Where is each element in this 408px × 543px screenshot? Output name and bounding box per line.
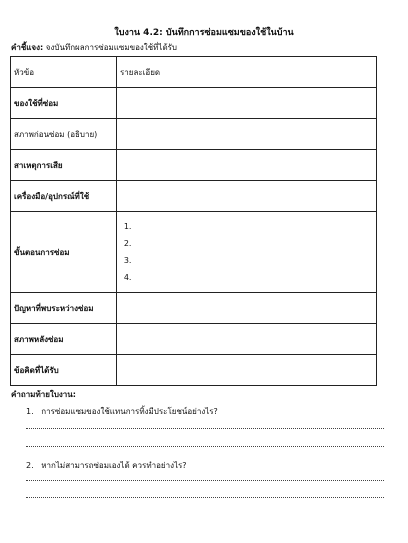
instruction-label: คำชี้แจง:	[11, 43, 44, 52]
row-label-condition-before: สภาพก่อนซ่อม (อธิบาย)	[11, 119, 117, 150]
header-topic: หัวข้อ	[11, 57, 117, 88]
answer-line[interactable]	[26, 446, 384, 447]
row-label-problems: ปัญหาที่พบระหว่างซ่อม	[11, 293, 117, 324]
row-value-steps	[117, 212, 377, 293]
header-detail: รายละเอียด	[117, 57, 377, 88]
questions-heading: คำถามท้ายใบงาน:	[11, 390, 76, 399]
row-label-cause: สาเหตุการเสีย	[11, 150, 117, 181]
table-row	[11, 324, 377, 355]
question-number: 2.	[26, 461, 34, 470]
row-label-condition-after: สภาพหลังซ่อม	[11, 324, 117, 355]
question-number: 1.	[26, 407, 34, 416]
row-value-condition-before[interactable]	[117, 119, 377, 150]
row-value-cause[interactable]	[117, 150, 377, 181]
step-item[interactable]	[134, 269, 373, 286]
question-text: หากไม่สามารถซ่อมเองได้ ควรทำอย่างไร?	[41, 461, 187, 470]
row-value-problems[interactable]	[117, 293, 377, 324]
table-row	[11, 181, 377, 212]
repair-record-table	[10, 56, 377, 386]
row-value-condition-after[interactable]	[117, 324, 377, 355]
question-text: การซ่อมแซมของใช้แทนการทิ้งมีประโยชน์อย่างไร?	[41, 407, 218, 416]
row-label-lessons: ข้อคิดที่ได้รับ	[11, 355, 117, 386]
instruction-text: จงบันทึกผลการซ่อมแซมของใช้ที่ได้รับ	[43, 43, 178, 52]
row-value-lessons[interactable]	[117, 355, 377, 386]
step-item[interactable]	[134, 252, 373, 269]
answer-line[interactable]	[26, 497, 384, 498]
row-label-item-repaired: ของใช้ที่ซ่อม	[11, 88, 117, 119]
table-row	[11, 150, 377, 181]
step-item[interactable]	[134, 235, 373, 252]
table-row	[11, 119, 377, 150]
table-row	[11, 293, 377, 324]
instruction	[11, 41, 177, 54]
table-header-row	[11, 57, 377, 88]
row-label-tools: เครื่องมือ/อุปกรณ์ที่ใช้	[11, 181, 117, 212]
question-1	[26, 405, 218, 418]
row-value-item-repaired[interactable]	[117, 88, 377, 119]
table-row	[11, 212, 377, 293]
answer-line[interactable]	[26, 428, 384, 429]
table-row	[11, 88, 377, 119]
answer-line[interactable]	[26, 480, 384, 481]
row-value-tools[interactable]	[117, 181, 377, 212]
steps-list	[120, 218, 373, 286]
table-row	[11, 355, 377, 386]
question-2	[26, 459, 187, 472]
step-item[interactable]	[134, 218, 373, 235]
page-title: ใบงาน 4.2: บันทึกการซ่อมแซมของใช้ในบ้าน	[114, 28, 294, 38]
row-label-steps: ขั้นตอนการซ่อม	[11, 212, 117, 293]
